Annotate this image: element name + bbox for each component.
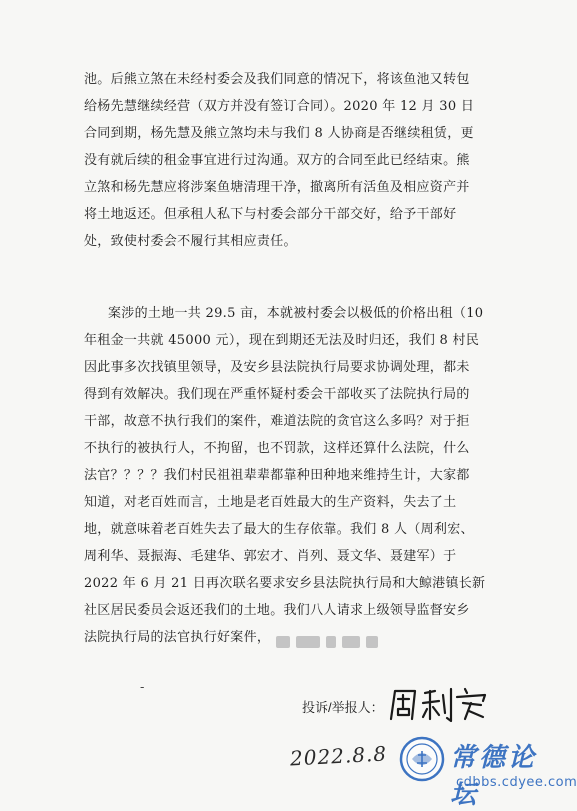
text-line: 池。后熊立煞在未经村委会及我们同意的情况下，将该鱼池又转包 xyxy=(84,72,470,87)
margin-mark: - xyxy=(140,680,145,695)
text-line: 地，就意味着老百姓失去了最大的生存依靠。我们 8 人（周利宏、 xyxy=(84,522,474,537)
text-line: 社区居民委员会返还我们的土地。我们八人请求上级领导监督安乡 xyxy=(84,603,470,618)
handwritten-date: 2022.8.8 xyxy=(289,741,388,771)
text-line: 没有就后续的租金事宜进行过沟通。双方的合同至此已经结束。熊 xyxy=(84,153,470,168)
text-line: 年租金一共就 45000 元），现在到期还无法及时归还，我们 8 村民 xyxy=(84,333,480,348)
paragraph-1 xyxy=(84,66,475,255)
signature-label: 投诉/举报人： xyxy=(302,700,384,715)
text-line: 合同到期，杨先慧及熊立煞均未与我们 8 人协商是否继续租赁，更 xyxy=(84,126,474,141)
text-line: 法官？？？？我们村民祖祖辈辈都靠种田种地来维持生计，大家都 xyxy=(84,468,470,483)
paragraph-2 xyxy=(84,300,486,651)
text-line: 周利华、聂振海、毛建华、郭宏才、肖列、聂文华、聂建军）于 xyxy=(84,549,457,564)
text-line xyxy=(84,624,472,651)
handwritten-signature xyxy=(385,683,495,725)
text-line: 处，致使村委会不履行其相应责任。 xyxy=(84,234,297,249)
text-line: 不执行的被执行人，不拘留，也不罚款，这样还算什么法院，什么 xyxy=(84,441,470,456)
text-line: 案涉的土地一共 29.5 亩，本就被村委会以极低的价格出租（10 xyxy=(108,306,484,321)
text-line: 因此事多次找镇里领导，及安乡县法院执行局要求协调处理，都未 xyxy=(84,360,470,375)
watermark-url: cdbbs.cdyee.com xyxy=(456,775,577,790)
text-line: 知道，对老百姓而言，土地是老百姓最大的生产资料，失去了土 xyxy=(84,495,457,510)
text-line: 得到有效解决。我们现在严重怀疑村委会干部收买了法院执行局的 xyxy=(84,387,470,402)
watermark-title: 常德论坛 xyxy=(450,743,538,810)
watermark-seal-icon xyxy=(398,735,446,783)
text-line: 将土地返还。但承租人私下与村委会部分干部交好，给予干部好 xyxy=(84,207,457,222)
text-span: 法院执行局的法官执行好案件， xyxy=(84,630,271,645)
text-line: 给杨先慧继续经营（双方并没有签订合同）。2020 年 12 月 30 日 xyxy=(84,99,475,114)
text-line: 干部，故意不执行我们的案件，难道法院的贪官这么多吗？对于拒 xyxy=(84,414,470,429)
text-line: 立煞和杨先慧应将涉案鱼塘清理干净，撤离所有活鱼及相应资产并 xyxy=(84,180,470,195)
redacted-area xyxy=(276,631,384,645)
forum-watermark xyxy=(398,735,577,810)
text-line: 2022 年 6 月 21 日再次联名要求安乡县法院执行局和大鲸港镇长新 xyxy=(84,576,486,591)
